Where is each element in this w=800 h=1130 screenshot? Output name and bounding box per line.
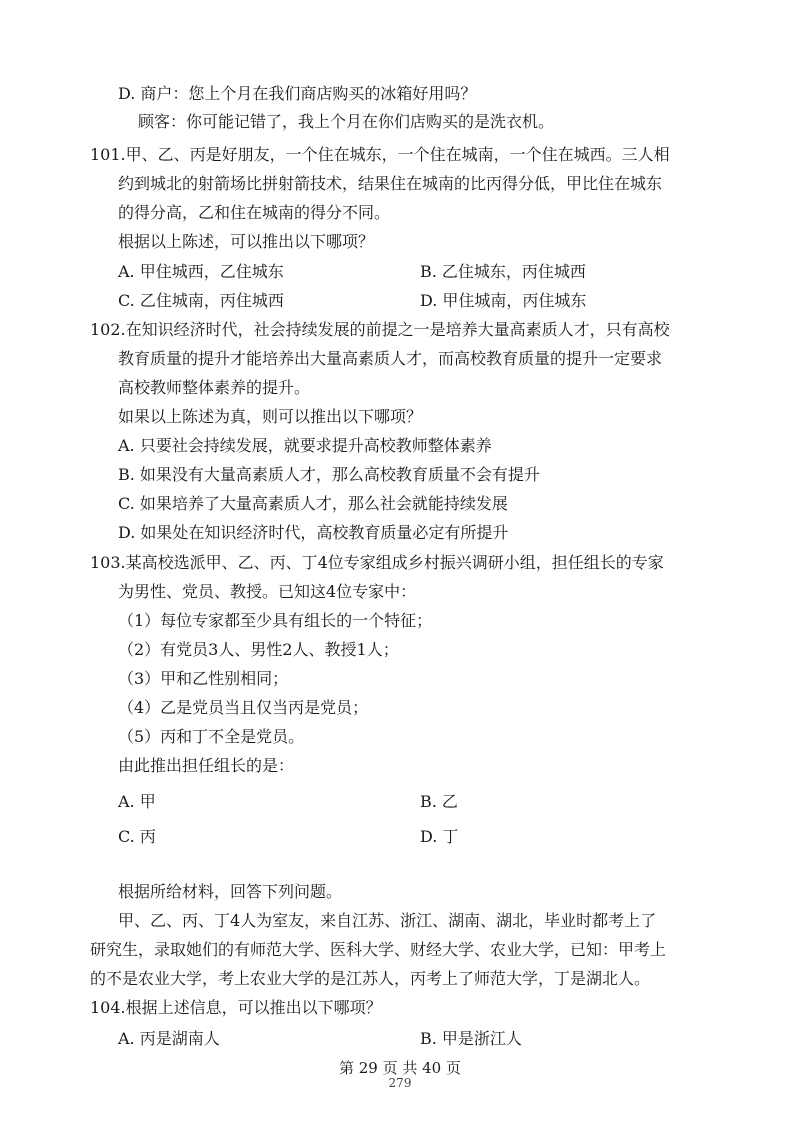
folio-number: 279 [388, 1076, 412, 1090]
q102-stem-line-1: 102.在知识经济时代，社会持续发展的前提之一是培养大量高素质人才，只有高校 [90, 320, 670, 339]
q101-stem-line-3: 的得分高，乙和住在城南的得分不同。 [118, 203, 391, 222]
q102-stem-line-2: 教育质量的提升才能培养出大量高素质人才，而高校教育质量的提升一定要求 [118, 349, 663, 368]
q101-stem-line-1: 101.甲、乙、丙是好朋友，一个住在城东，一个住在城南，一个住在城西。三人相 [90, 145, 670, 164]
q102-option-c: C. 如果培养了大量高素质人才，那么社会就能持续发展 [118, 494, 508, 513]
q103-condition-5: （5）丙和丁不全是党员。 [118, 727, 305, 746]
material-intro: 根据所给材料，回答下列问题。 [118, 882, 343, 901]
material-text-line-1: 甲、乙、丙、丁4人为室友，来自江苏、浙江、湖南、湖北，毕业时都考上了 [118, 911, 657, 930]
q103-option-d: D. 丁 [420, 827, 459, 846]
q101-stem-line-2: 约到城北的射箭场比拼射箭技术，结果住在城南的比丙得分低，甲比住在城东 [118, 174, 663, 193]
option-d-customer: 顾客：你可能记错了，我上个月在你们店购买的是洗衣机。 [138, 112, 555, 131]
q101-option-b: B. 乙住城东，丙住城西 [420, 262, 586, 281]
q103-condition-4: （4）乙是党员当且仅当丙是党员； [118, 698, 369, 717]
q103-option-c: C. 丙 [118, 827, 156, 846]
q103-option-b: B. 乙 [420, 792, 458, 811]
q103-condition-3: （3）甲和乙性别相同； [118, 669, 289, 688]
q101-question: 根据以上陈述，可以推出以下哪项？ [118, 232, 375, 251]
q101-option-a: A. 甲住城西，乙住城东 [118, 262, 284, 281]
q101-option-d: D. 甲住城南，丙住城东 [420, 291, 587, 310]
q103-condition-2: （2）有党员3人、男性2人、教授1人； [118, 640, 399, 659]
q104-option-b: B. 甲是浙江人 [420, 1029, 522, 1048]
q103-option-a: A. 甲 [118, 792, 156, 811]
q101-option-c: C. 乙住城南，丙住城西 [118, 291, 284, 310]
q102-question: 如果以上陈述为真，则可以推出以下哪项？ [118, 407, 423, 426]
q104-stem: 104.根据上述信息，可以推出以下哪项？ [90, 998, 382, 1017]
q102-option-d: D. 如果处在知识经济时代，高校教育质量必定有所提升 [118, 523, 509, 542]
q102-stem-line-3: 高校教师整体素养的提升。 [118, 378, 311, 397]
material-text-line-2: 研究生，录取她们的有师范大学、医科大学、财经大学、农业大学，已知：甲考上 [90, 940, 667, 959]
q102-option-b: B. 如果没有大量高素质人才，那么高校教育质量不会有提升 [118, 465, 540, 484]
page-number: 第 29 页 共 40 页 [338, 1059, 461, 1077]
material-text-line-3: 的不是农业大学，考上农业大学的是江苏人，丙考上了师范大学，丁是湖北人。 [90, 969, 651, 988]
q103-question: 由此推出担任组长的是： [118, 756, 295, 775]
q103-stem-line-2: 为男性、党员、教授。已知这4位专家中： [118, 582, 417, 601]
q102-option-a: A. 只要社会持续发展，就要求提升高校教师整体素养 [118, 436, 492, 455]
q103-stem-line-1: 103.某高校选派甲、乙、丙、丁4位专家组成乡村振兴调研小组，担任组长的专家 [90, 553, 664, 572]
q104-option-a: A. 丙是湖南人 [118, 1029, 220, 1048]
option-d-merchant: D. 商户：您上个月在我们商店购买的冰箱好用吗？ [118, 84, 477, 103]
q103-condition-1: （1）每位专家都至少具有组长的一个特征； [118, 611, 433, 630]
